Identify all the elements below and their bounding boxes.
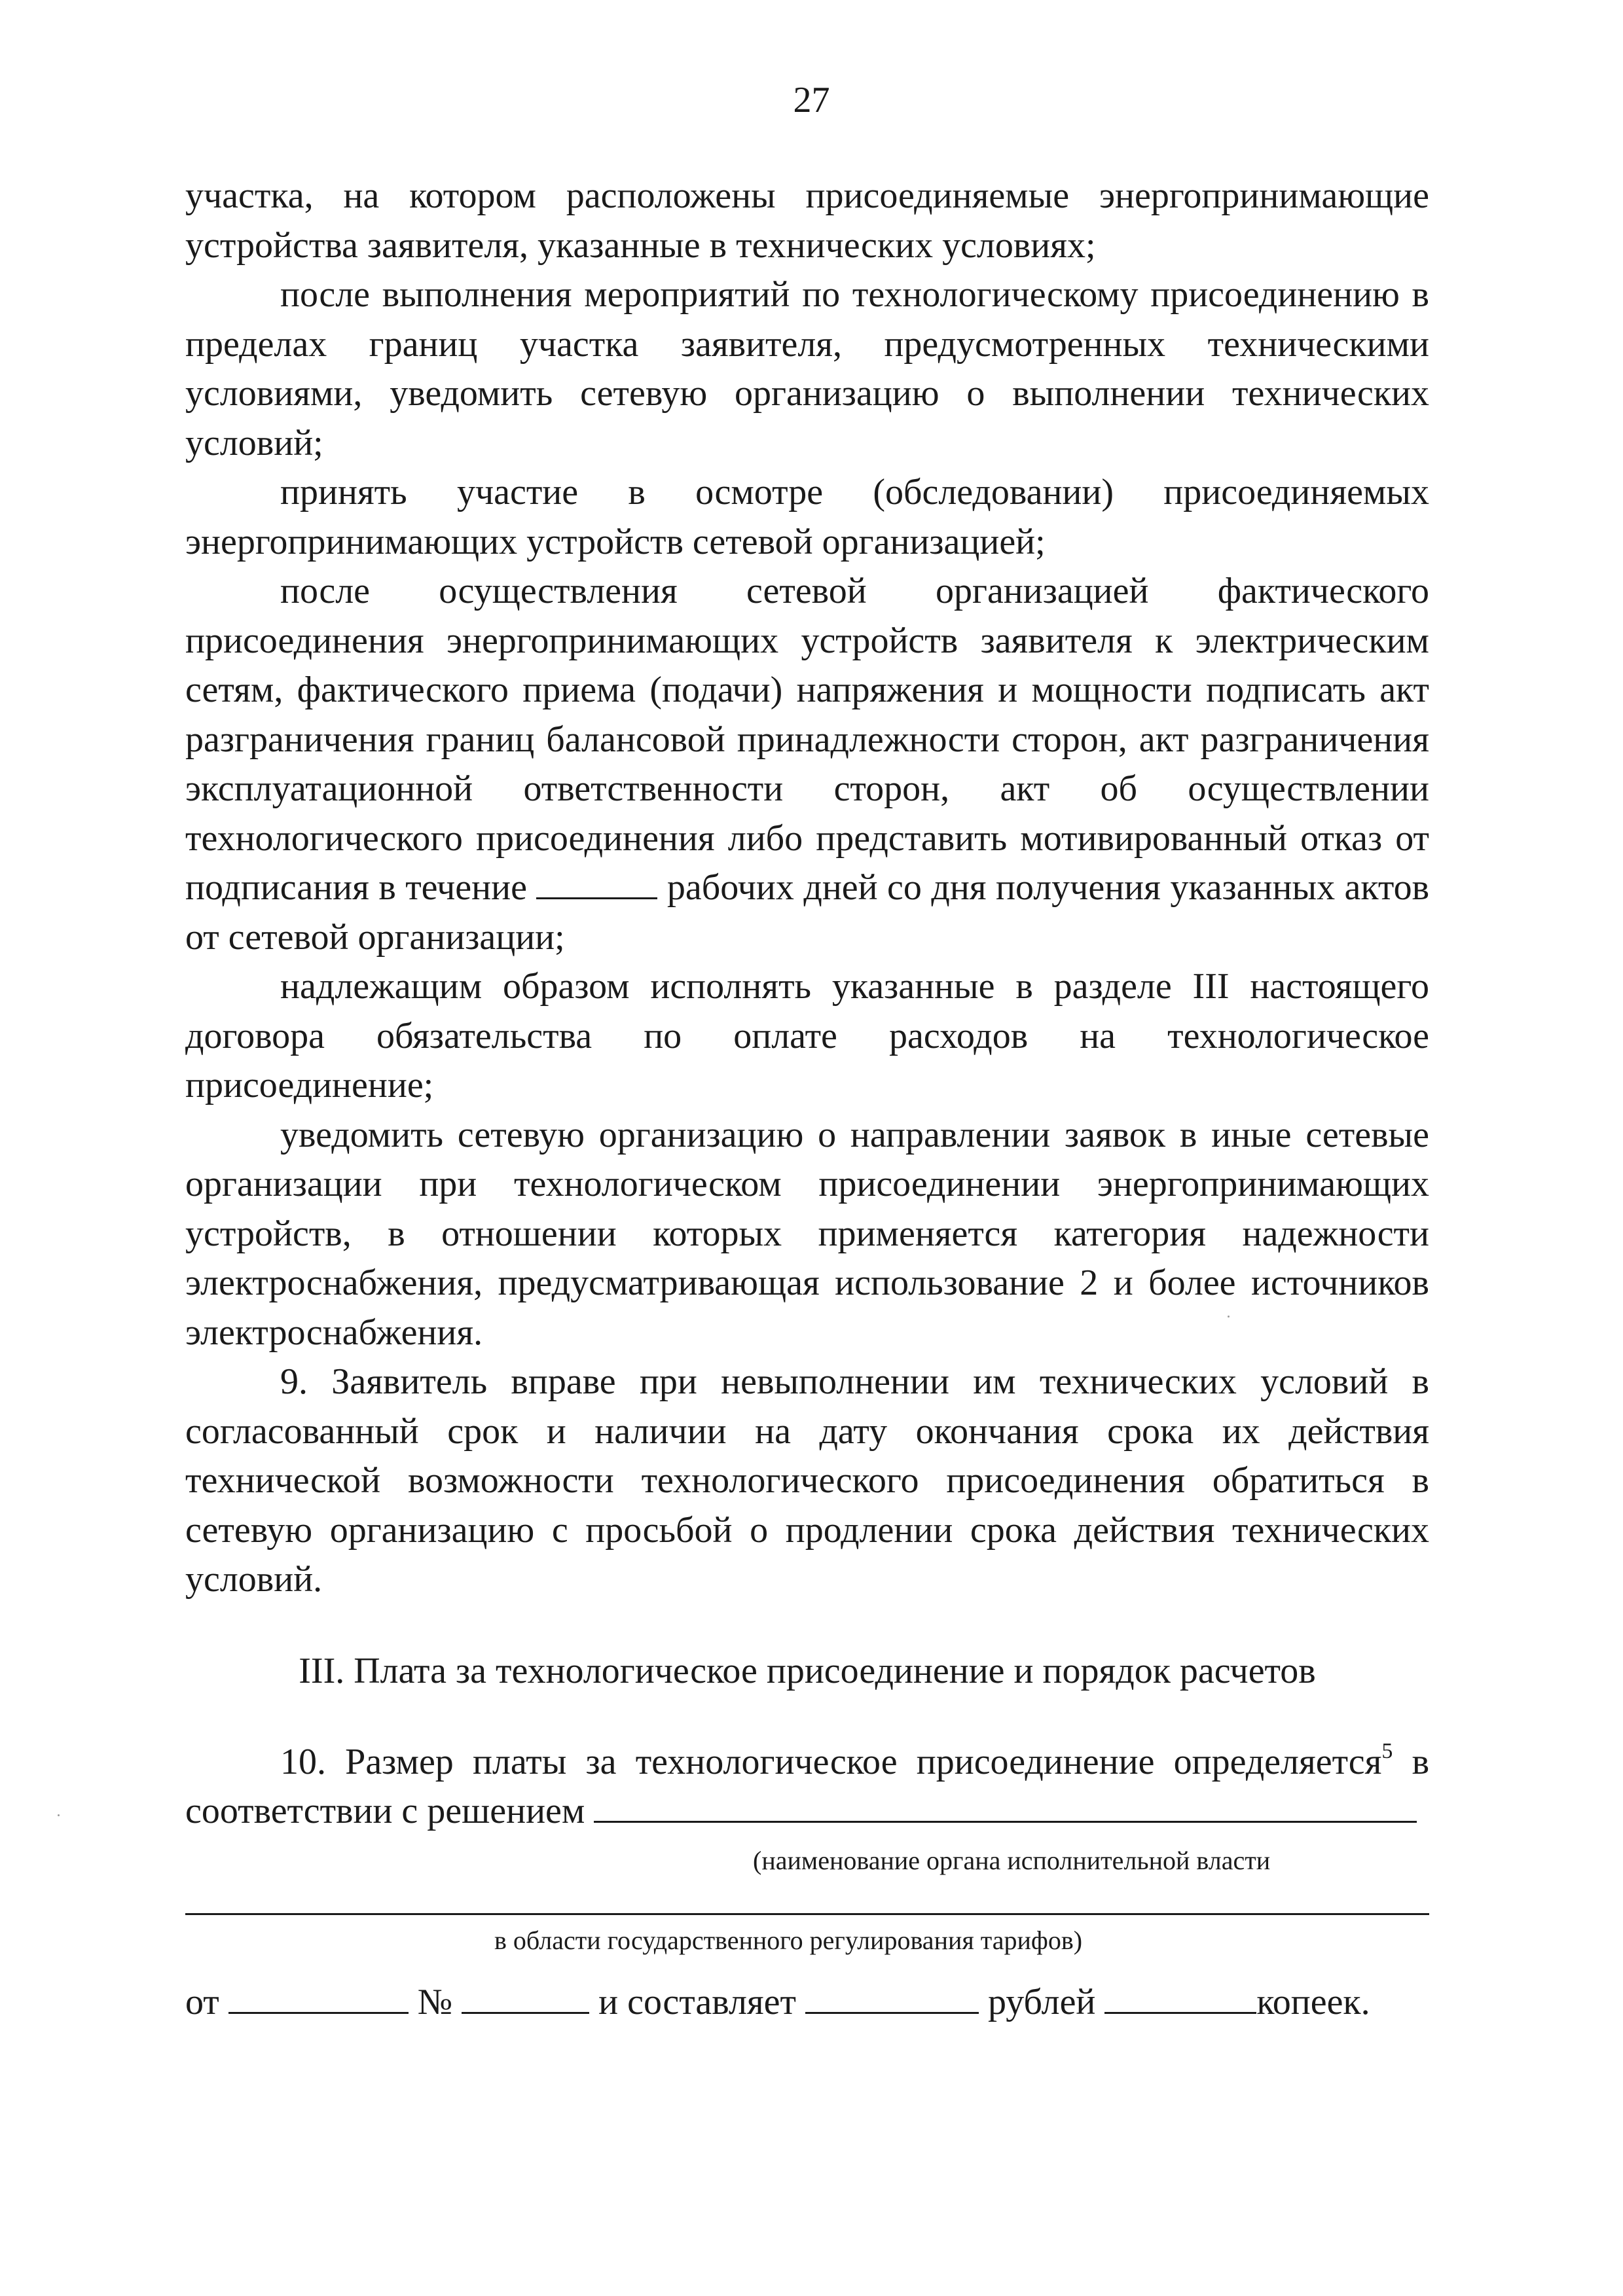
paragraph-notify-applications: уведомить сетевую организацию о направлении заявок в иные сетевые организации при технологическом присоединении энергопринимающих устройств, в отношении которых применяется категория надежности электроснабжения, предусматривающая использование 2 и более источников электроснабжения. — [185, 1114, 1429, 1353]
paragraph-payment-obligations: надлежащим образом исполнять указанные в разделе III настоящего договора обязательства по оплате расходов на технологическое присоединение; — [185, 966, 1429, 1105]
clause-10 — [185, 1738, 1429, 1836]
footnote-mark: 5 — [1381, 1739, 1393, 1763]
kopecks-blank[interactable] — [1104, 1978, 1256, 2014]
authority-caption-1: (наименование органа исполнительной власти — [753, 1846, 1271, 1875]
rubles-label: рублей — [988, 1982, 1096, 2022]
authority-blank[interactable] — [594, 1787, 1417, 1823]
number-sign: № — [417, 1982, 453, 2022]
authority-blank-line-2[interactable] — [185, 1913, 1429, 1915]
paragraph-inspection: принять участие в осмотре (обследовании) присоединяемых энергопринимающих устройств сетевой организацией; — [185, 472, 1429, 562]
decision-number-blank[interactable] — [462, 1978, 589, 2014]
page-number: 27 — [793, 80, 830, 120]
paragraph-plot-location: участка, на котором расположены присоединяемые энергопринимающие устройства заявителя, указанные в технических условиях; — [185, 175, 1429, 266]
clause-10-line-1 — [185, 1738, 1429, 1787]
paragraph-clause-9: 9. Заявитель вправе при невыполнении им технических условий в согласованный срок и наличии на дату окончания срока их действия технической возможности технологического присоединения обратиться в сетевую организацию с просьбой о продлении срока действия технических условий. — [185, 1361, 1429, 1600]
authority-caption-2: в области государственного регулирования тарифов) — [494, 1926, 1083, 1955]
decision-details-line — [185, 1978, 1429, 2027]
scan-speck — [58, 1814, 60, 1816]
clause-10-text-c: соответствии с решением — [185, 1791, 585, 1831]
clause-10-line-2 — [185, 1787, 1429, 1836]
document-body — [185, 171, 1429, 1605]
paragraph-notify-completion: после выполнения мероприятий по технологическому присоединению в пределах границ участка заявителя, предусмотренных техническими условиями, уведомить сетевую организацию о выполнении технических условий; — [185, 274, 1429, 463]
kopecks-label: копеек. — [1256, 1982, 1370, 2022]
sign-acts-text: после осуществления сетевой организацией фактического присоединения энергопринимающих устройств заявителя к электрическим сетям, фактического приема (подачи) напряжения и мощности подписать акт разграничения границ балансовой принадлежности сторон, акт разграничения эксплуатационной ответственности сторон, акт об осуществлении технологического присоединения либо представить мотивированный отказ от подписания в течение — [185, 571, 1429, 908]
scan-speck — [1228, 1316, 1230, 1318]
section-heading: III. Плата за технологическое присоединение и порядок расчетов — [299, 1651, 1316, 1691]
rubles-blank[interactable] — [805, 1978, 979, 2014]
paragraph-sign-acts — [185, 567, 1429, 962]
sign-acts-text-end: рабочих дней со дня получения указанных актов от сетевой организации; — [185, 867, 1430, 958]
clause-10-text-b: в — [1412, 1742, 1430, 1782]
clause-10-text: 10. Размер платы за технологическое присоединение определяется — [280, 1742, 1382, 1782]
days-blank[interactable] — [536, 863, 657, 899]
from-label: от — [185, 1982, 219, 2022]
amount-label: и составляет — [598, 1982, 796, 2022]
date-blank[interactable] — [228, 1978, 409, 2014]
